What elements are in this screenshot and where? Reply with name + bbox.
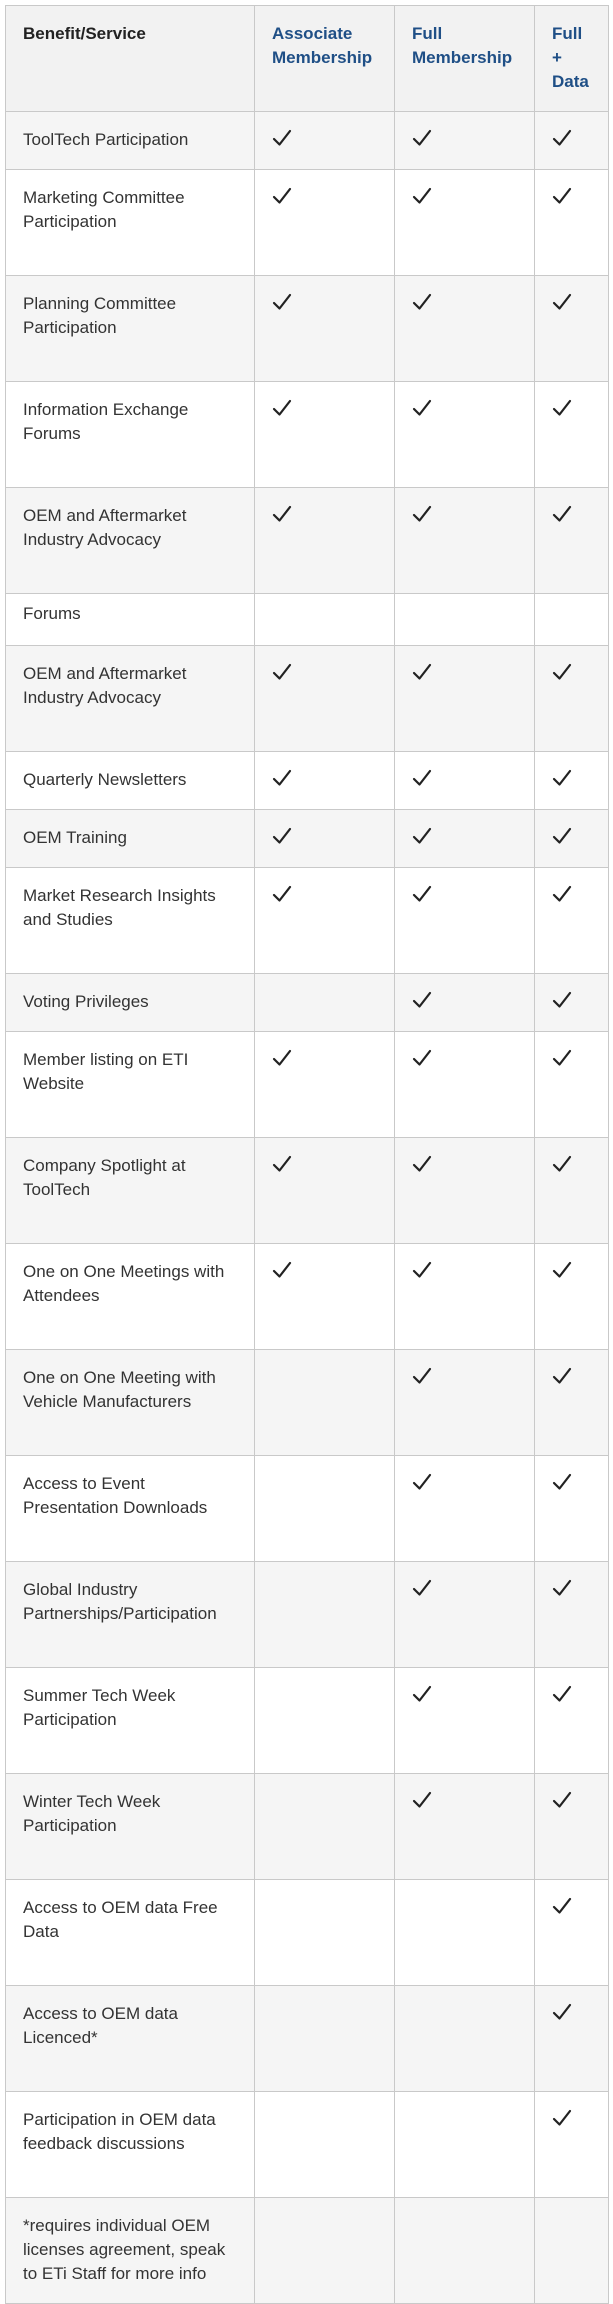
benefit-cell [6, 1774, 255, 1880]
header-benefit-service: Benefit/Service [6, 6, 255, 112]
benefit-label: OEM Training [23, 828, 127, 847]
table-row [6, 1562, 609, 1668]
benefit-cell [6, 1986, 255, 2092]
associate-cell [255, 752, 395, 810]
associate-cell [255, 810, 395, 868]
full-cell [395, 488, 535, 594]
checkmark-icon [412, 1578, 434, 1600]
benefit-cell [6, 382, 255, 488]
checkmark-icon [272, 1260, 294, 1282]
header-full-data: Full + Data [535, 6, 609, 112]
benefit-label: One on One Meetings with Attendees [23, 1262, 225, 1305]
checkmark-icon [272, 1154, 294, 1176]
associate-cell [255, 1668, 395, 1774]
benefit-cell [6, 1562, 255, 1668]
checkmark-icon [412, 1260, 434, 1282]
table-row [6, 170, 609, 276]
membership-comparison-table [5, 5, 608, 2304]
associate-cell [255, 382, 395, 488]
benefit-cell [6, 112, 255, 170]
benefit-label: Forums [23, 604, 81, 623]
checkmark-icon [412, 826, 434, 848]
table-row [6, 1244, 609, 1350]
full-data-cell [535, 1456, 609, 1562]
full-cell [395, 1350, 535, 1456]
associate-cell [255, 974, 395, 1032]
table-row [6, 488, 609, 594]
table-row [6, 974, 609, 1032]
associate-cell [255, 1138, 395, 1244]
checkmark-icon [272, 128, 294, 150]
checkmark-icon [552, 768, 574, 790]
full-data-cell [535, 170, 609, 276]
full-cell [395, 1774, 535, 1880]
checkmark-icon [552, 292, 574, 314]
full-data-cell [535, 1880, 609, 1986]
associate-cell [255, 1032, 395, 1138]
benefit-cell [6, 868, 255, 974]
checkmark-icon [552, 1366, 574, 1388]
associate-cell [255, 488, 395, 594]
full-data-cell [535, 1032, 609, 1138]
checkmark-icon [272, 186, 294, 208]
checkmark-icon [412, 884, 434, 906]
benefit-label: OEM and Aftermarket Industry Advocacy [23, 506, 187, 549]
benefit-cell [6, 752, 255, 810]
full-data-cell [535, 810, 609, 868]
table-row [6, 1138, 609, 1244]
associate-cell [255, 2198, 395, 2304]
benefit-label: Global Industry Partnerships/Participation [23, 1580, 217, 1623]
table-row [6, 2092, 609, 2198]
table-row [6, 810, 609, 868]
full-data-cell [535, 1350, 609, 1456]
full-data-cell [535, 276, 609, 382]
benefit-cell [6, 1668, 255, 1774]
associate-cell [255, 170, 395, 276]
full-data-cell [535, 2198, 609, 2304]
benefits-table [5, 5, 609, 2304]
checkmark-icon [412, 768, 434, 790]
table-row [6, 868, 609, 974]
associate-cell [255, 2092, 395, 2198]
checkmark-icon [412, 1154, 434, 1176]
benefit-label: Information Exchange Forums [23, 400, 189, 443]
full-data-cell [535, 646, 609, 752]
checkmark-icon [272, 398, 294, 420]
benefit-label: Member listing on ETI Website [23, 1050, 189, 1093]
full-cell [395, 1668, 535, 1774]
checkmark-icon [552, 1472, 574, 1494]
checkmark-icon [412, 1684, 434, 1706]
table-row [6, 1032, 609, 1138]
checkmark-icon [552, 990, 574, 1012]
benefit-cell [6, 170, 255, 276]
full-cell [395, 868, 535, 974]
header-associate-membership: Associate Membership [255, 6, 395, 112]
benefit-cell [6, 2092, 255, 2198]
table-row [6, 1986, 609, 2092]
full-cell [395, 752, 535, 810]
checkmark-icon [552, 1260, 574, 1282]
checkmark-icon [552, 1154, 574, 1176]
associate-cell [255, 1986, 395, 2092]
benefit-cell [6, 646, 255, 752]
full-cell [395, 276, 535, 382]
benefit-label: Access to Event Presentation Downloads [23, 1474, 208, 1517]
full-cell [395, 112, 535, 170]
associate-cell [255, 1350, 395, 1456]
benefit-cell [6, 488, 255, 594]
checkmark-icon [552, 186, 574, 208]
benefit-label: ToolTech Participation [23, 130, 189, 149]
benefit-cell [6, 1880, 255, 1986]
benefit-label: Quarterly Newsletters [23, 770, 187, 789]
full-cell [395, 1138, 535, 1244]
benefit-label: *requires individual OEM licenses agreement, speak to ETi Staff for more info [23, 2216, 226, 2283]
benefit-cell [6, 1350, 255, 1456]
checkmark-icon [412, 398, 434, 420]
table-header [6, 6, 609, 112]
checkmark-icon [412, 128, 434, 150]
associate-cell [255, 1562, 395, 1668]
full-cell [395, 1456, 535, 1562]
full-data-cell [535, 1562, 609, 1668]
full-data-cell [535, 1774, 609, 1880]
checkmark-icon [412, 1366, 434, 1388]
checkmark-icon [412, 292, 434, 314]
benefit-cell [6, 1456, 255, 1562]
full-data-cell [535, 1138, 609, 1244]
full-data-cell [535, 868, 609, 974]
table-row [6, 594, 609, 646]
full-data-cell [535, 382, 609, 488]
header-row [6, 6, 609, 112]
checkmark-icon [272, 662, 294, 684]
table-row [6, 752, 609, 810]
header-full-membership: Full Membership [395, 6, 535, 112]
benefit-label: Winter Tech Week Participation [23, 1792, 161, 1835]
benefit-label: Access to OEM data Licenced* [23, 2004, 178, 2047]
checkmark-icon [412, 186, 434, 208]
full-cell [395, 1986, 535, 2092]
full-cell [395, 1244, 535, 1350]
full-cell [395, 646, 535, 752]
associate-cell [255, 1774, 395, 1880]
checkmark-icon [272, 1048, 294, 1070]
checkmark-icon [552, 1578, 574, 1600]
benefit-cell [6, 1244, 255, 1350]
full-data-cell [535, 1244, 609, 1350]
table-row [6, 112, 609, 170]
benefit-label: Company Spotlight at ToolTech [23, 1156, 186, 1199]
checkmark-icon [552, 884, 574, 906]
full-cell [395, 974, 535, 1032]
checkmark-icon [412, 1790, 434, 1812]
benefit-label: Marketing Committee Participation [23, 188, 185, 231]
full-cell [395, 1032, 535, 1138]
benefit-cell [6, 1138, 255, 1244]
table-row [6, 2198, 609, 2304]
benefit-label: OEM and Aftermarket Industry Advocacy [23, 664, 187, 707]
checkmark-icon [272, 826, 294, 848]
checkmark-icon [552, 1790, 574, 1812]
full-data-cell [535, 594, 609, 646]
checkmark-icon [272, 292, 294, 314]
table-row [6, 1350, 609, 1456]
benefit-label: Voting Privileges [23, 992, 149, 1011]
associate-cell [255, 868, 395, 974]
table-row [6, 382, 609, 488]
table-row [6, 1668, 609, 1774]
full-data-cell [535, 1668, 609, 1774]
checkmark-icon [412, 990, 434, 1012]
checkmark-icon [552, 2108, 574, 2130]
benefit-cell [6, 810, 255, 868]
benefit-cell [6, 594, 255, 646]
associate-cell [255, 1880, 395, 1986]
table-row [6, 276, 609, 382]
full-cell [395, 170, 535, 276]
benefit-cell [6, 974, 255, 1032]
checkmark-icon [552, 826, 574, 848]
full-data-cell [535, 2092, 609, 2198]
table-row [6, 1880, 609, 1986]
checkmark-icon [272, 768, 294, 790]
benefit-label: Market Research Insights and Studies [23, 886, 216, 929]
full-data-cell [535, 974, 609, 1032]
checkmark-icon [552, 504, 574, 526]
full-data-cell [535, 1986, 609, 2092]
full-data-cell [535, 488, 609, 594]
benefit-label: Access to OEM data Free Data [23, 1898, 218, 1940]
benefit-label: One on One Meeting with Vehicle Manufacturers [23, 1368, 216, 1411]
checkmark-icon [552, 2002, 574, 2024]
full-data-cell [535, 752, 609, 810]
benefit-cell [6, 2198, 255, 2304]
checkmark-icon [412, 1472, 434, 1494]
associate-cell [255, 1244, 395, 1350]
benefit-cell [6, 1032, 255, 1138]
table-body [6, 112, 609, 2304]
checkmark-icon [272, 504, 294, 526]
associate-cell [255, 646, 395, 752]
full-cell [395, 594, 535, 646]
benefit-label: Planning Committee Participation [23, 294, 177, 337]
checkmark-icon [412, 1048, 434, 1070]
associate-cell [255, 276, 395, 382]
full-data-cell [535, 112, 609, 170]
checkmark-icon [412, 504, 434, 526]
associate-cell [255, 594, 395, 646]
full-cell [395, 1880, 535, 1986]
benefit-label: Participation in OEM data feedback discussions [23, 2110, 216, 2153]
associate-cell [255, 112, 395, 170]
checkmark-icon [552, 128, 574, 150]
checkmark-icon [552, 662, 574, 684]
benefit-label: Summer Tech Week Participation [23, 1686, 176, 1729]
full-cell [395, 382, 535, 488]
checkmark-icon [552, 1896, 574, 1918]
checkmark-icon [552, 1684, 574, 1706]
checkmark-icon [552, 1048, 574, 1070]
checkmark-icon [412, 662, 434, 684]
checkmark-icon [272, 884, 294, 906]
full-cell [395, 1562, 535, 1668]
full-cell [395, 810, 535, 868]
benefit-cell [6, 276, 255, 382]
full-cell [395, 2198, 535, 2304]
table-row [6, 1456, 609, 1562]
table-row [6, 1774, 609, 1880]
full-cell [395, 2092, 535, 2198]
table-row [6, 646, 609, 752]
checkmark-icon [552, 398, 574, 420]
associate-cell [255, 1456, 395, 1562]
